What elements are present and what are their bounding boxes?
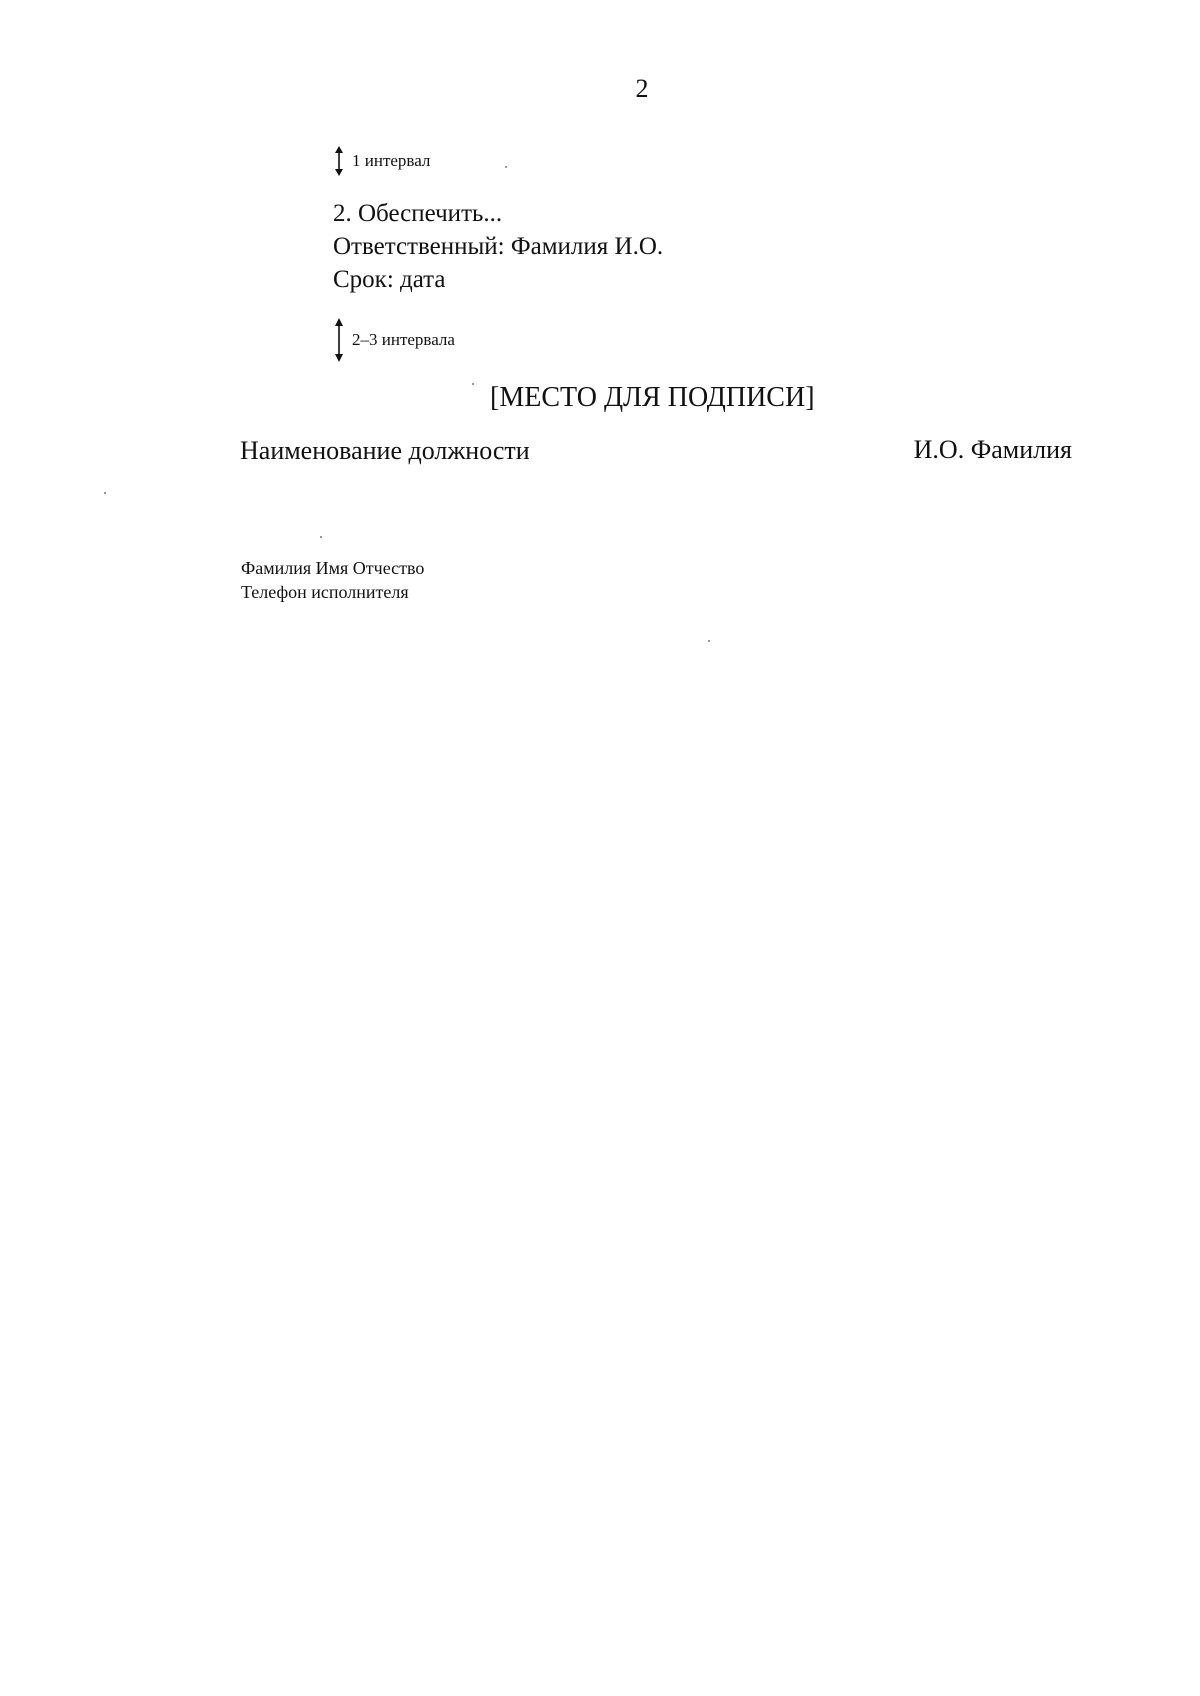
one-interval-label: 1 интервал bbox=[352, 151, 431, 170]
scan-speck bbox=[320, 536, 322, 538]
vertical-double-arrow-icon bbox=[334, 318, 344, 362]
scan-speck bbox=[505, 166, 507, 168]
executor-block bbox=[241, 556, 424, 604]
responsible-person: Ответственный: Фамилия И.О. bbox=[333, 233, 664, 260]
two-three-interval-annotation bbox=[334, 318, 455, 362]
executor-phone: Телефон исполнителя bbox=[241, 582, 409, 602]
signer-name: И.О. Фамилия bbox=[913, 435, 1072, 464]
task-item bbox=[333, 197, 663, 296]
scan-speck bbox=[472, 383, 474, 385]
one-interval-annotation bbox=[334, 146, 430, 176]
task-text: 2. Обеспечить... bbox=[333, 200, 503, 227]
deadline: Срок: дата bbox=[333, 266, 446, 293]
vertical-double-arrow-icon bbox=[334, 146, 344, 176]
position-title: Наименование должности bbox=[240, 436, 530, 465]
executor-full-name: Фамилия Имя Отчество bbox=[241, 558, 425, 578]
page-number: 2 bbox=[635, 74, 649, 103]
scan-speck bbox=[708, 640, 710, 642]
signature-placeholder: [МЕСТО ДЛЯ ПОДПИСИ] bbox=[490, 382, 815, 413]
scan-speck bbox=[104, 492, 106, 494]
two-three-interval-label: 2–3 интервала bbox=[352, 330, 455, 349]
